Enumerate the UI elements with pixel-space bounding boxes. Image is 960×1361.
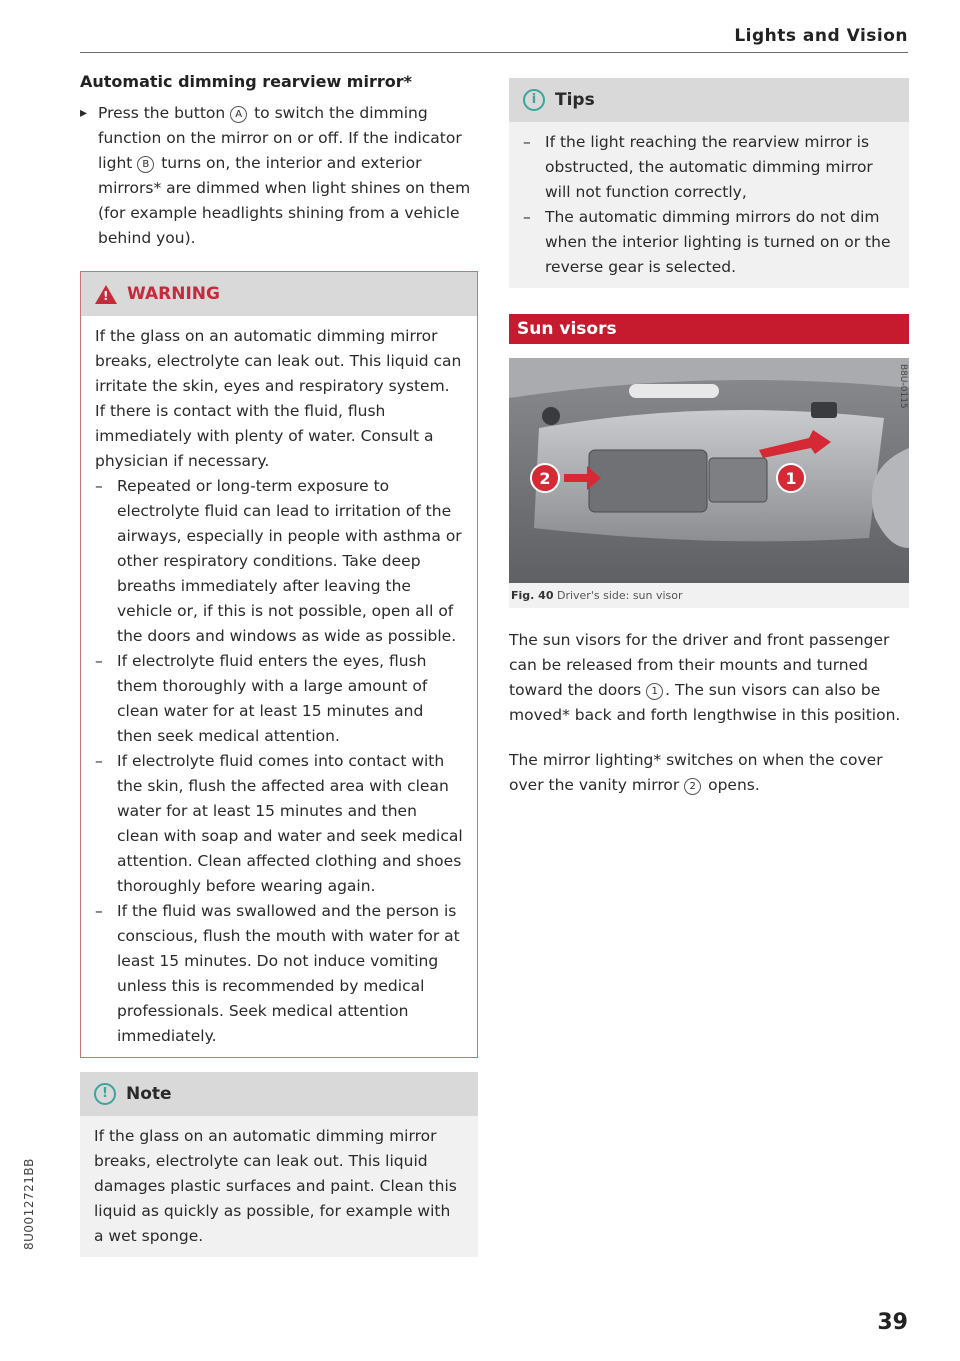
warning-item: – If the fluid was swallowed and the person is conscious, flush the mouth with water for at least 15 minutes. Do not induce vomiting unless this is recommended by medical professionals. Seek medical attention immediately. xyxy=(95,899,463,1049)
tips-item: – If the light reaching the rearview mirror is obstructed, the automatic dimming mirror will not function correctly, xyxy=(523,130,895,205)
warning-body xyxy=(81,316,477,1057)
note-body xyxy=(80,1116,478,1257)
sun-visor-illustration xyxy=(509,358,909,583)
button-a-badge: A xyxy=(230,106,247,123)
running-header: Lights and Vision xyxy=(734,26,908,46)
header-rule xyxy=(80,52,908,53)
note-header xyxy=(80,1072,478,1116)
document-code: 8U0012721BB xyxy=(22,1158,36,1250)
info-circle-icon: i xyxy=(523,89,545,111)
warning-item: – Repeated or long-term exposure to electrolyte fluid can lead to irritation of the airways, especially in people with asthma or other respiratory conditions. Take deep breaths immediately after leaving the vehicle or, if this is not possible, open all of the doors and windows as wide as possible. xyxy=(95,474,463,649)
mirror-step-text-2: to switch the dimming function on the mirror on or off. If the indicator light xyxy=(98,104,462,172)
figure-caption-text: Driver's side: sun visor xyxy=(556,589,683,602)
warning-item: – If electrolyte fluid comes into contact with the skin, flush the affected area with clean water for at least 15 minutes and then clean with soap and water and seek medical attention. Clean affected clothing and shoes thoroughly before wearing again. xyxy=(95,749,463,899)
warning-item: – If electrolyte fluid enters the eyes, flush them thoroughly with a large amount of clean water for at least 15 minutes and then seek medical attention. xyxy=(95,649,463,749)
warning-triangle-icon: ! xyxy=(95,285,117,304)
mirror-step-text-1: Press the button xyxy=(98,104,226,122)
tips-header xyxy=(509,78,909,122)
note-text: If the glass on an automatic dimming mirror breaks, electrolyte can leak out. This liquid damages plastic surfaces and paint. Clean this liquid as quickly as possible, for example with a wet sponge. xyxy=(94,1127,457,1245)
callout-1-badge: 1 xyxy=(646,683,663,700)
mirror-step-text-3: turns on, the interior and exterior mirrors* are dimmed when light shines on them (for example headlights shining from a vehicle behind you). xyxy=(98,154,471,247)
warning-intro: If the glass on an automatic dimming mirror breaks, electrolyte can leak out. This liquid can irritate the skin, eyes and respiratory system. If there is contact with the fluid, flush immediately with plenty of water. Consult a physician if necessary. xyxy=(95,327,462,470)
callout-2: 2 xyxy=(539,469,551,488)
tips-body xyxy=(509,122,909,288)
sun-visors-heading: Sun visors xyxy=(509,314,909,344)
left-column xyxy=(80,72,478,1257)
tips-list xyxy=(523,130,895,280)
figure-caption xyxy=(509,583,909,608)
callout-2-badge: 2 xyxy=(684,778,701,795)
para2-text-2: opens. xyxy=(708,776,760,794)
figure-code: B8U-0115 xyxy=(898,364,908,409)
exclamation-circle-icon: ! xyxy=(94,1083,116,1105)
tips-item: – The automatic dimming mirrors do not dim when the interior lighting is turned on or the reverse gear is selected. xyxy=(523,205,895,280)
tips-box xyxy=(509,78,909,288)
para2-text-1: The mirror lighting* switches on when the cover over the vanity mirror xyxy=(509,751,883,794)
sun-visor-paragraph-2 xyxy=(509,748,909,798)
right-column xyxy=(509,78,909,798)
warning-box xyxy=(80,271,478,1058)
page-number: 39 xyxy=(877,1310,908,1335)
figure-40 xyxy=(509,358,909,608)
callout-1: 1 xyxy=(785,469,797,488)
warning-title: WARNING xyxy=(127,284,220,304)
mirror-instruction xyxy=(80,101,478,251)
warning-header xyxy=(81,272,477,316)
para1-text-1: The sun visors for the driver and front passenger can be released from their mounts and turned toward the doors xyxy=(509,631,890,699)
sun-visor-paragraph-1 xyxy=(509,628,909,728)
note-title: Note xyxy=(126,1084,172,1104)
tips-title: Tips xyxy=(555,90,595,110)
warning-list xyxy=(95,474,463,1049)
figure-label: Fig. 40 xyxy=(511,589,554,602)
note-box xyxy=(80,1072,478,1257)
para1-text-2: . The sun visors can also be moved* back and forth lengthwise in this position. xyxy=(509,681,901,724)
mirror-section-title: Automatic dimming rearview mirror* xyxy=(80,72,412,91)
indicator-b-badge: B xyxy=(137,156,154,173)
